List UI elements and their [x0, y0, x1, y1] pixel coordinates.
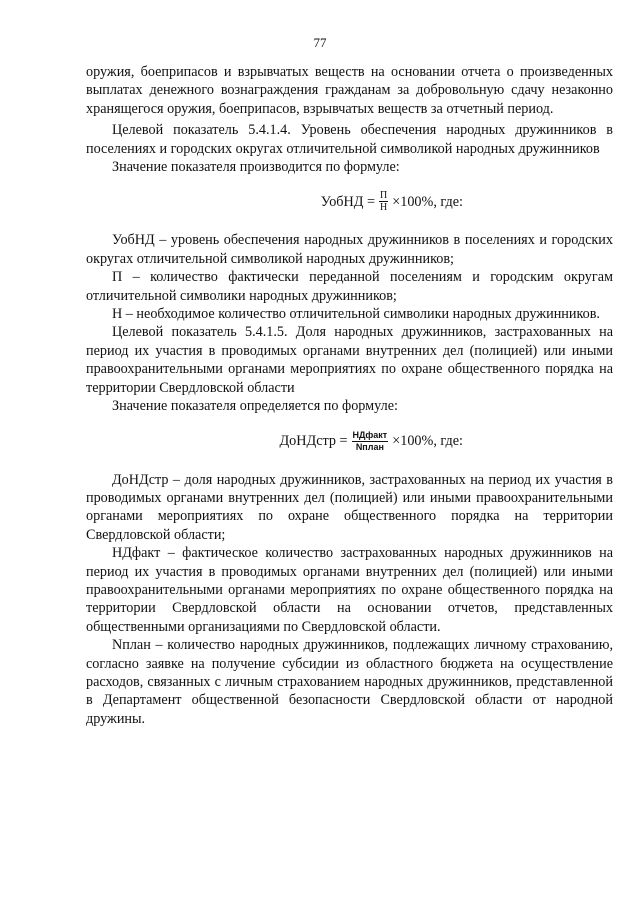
definition-p: П – количество фактически переданной поселениям и городским округам отличительной символики народных дружинников;	[86, 269, 613, 304]
definition-dondstr: ДоНДстр – доля народных дружинников, застрахованных на период их участия в проводимых органами внутренних дел (полицией) или иными правоохранительными органами мероприятиях по охране общественного порядка на территории Свердловской области;	[86, 471, 613, 543]
paragraph-indicator-5-4-1-5: Целевой показатель 5.4.1.5. Доля народных дружинников, застрахованных на период их участия в проводимых органами внутренних дел (полицией) или иными правоохранительными органами мероприятиях по охране общественного порядка на территории Свердловской области	[86, 324, 613, 396]
formula-uobnd-fraction	[379, 190, 388, 213]
document-body	[86, 63, 613, 728]
paragraph-indicator-5-4-1-4: Целевой показатель 5.4.1.4. Уровень обеспечения народных дружинников в поселениях и городских округах отличительной символикой народных дружинников	[86, 122, 613, 157]
page-number: 77	[313, 35, 327, 50]
formula-uobnd-lhs: УобНД =	[320, 193, 375, 210]
formula-uobnd-denominator: Н	[380, 202, 388, 214]
paragraph-continued: оружия, боеприпасов и взрывчатых веществ на основании отчета о произведенных выплатах денежного вознаграждения гражданам за добровольную сдачу незаконно хранящегося оружия, боеприпасов, взрывчатых веществ за отчетный период.	[86, 64, 613, 117]
formula-dondstr-fraction	[352, 430, 389, 453]
definition-n: Н – необходимое количество отличительной символики народных дружинников.	[112, 306, 600, 323]
formula-dondstr-denominator: Nплан	[355, 441, 384, 452]
definition-ndfakt: НДфакт – фактическое количество застрахованных народных дружинников на период их участия в проводимых органами внутренних дел (полицией) или иными правоохранительными органами мероприятиях по охране общественного порядка на территории Свердловской области на основании отчетов, представленных общественными организациями по Свердловской области.	[86, 545, 613, 635]
formula-uobnd-rhs: ×100%, где:	[392, 193, 463, 210]
formula-dondstr-numerator: НДфакт	[352, 429, 388, 440]
formula-dondstr-lhs: ДоНДстр =	[279, 432, 348, 449]
formula-uobnd-numerator: П	[380, 190, 388, 202]
formula-uobnd	[86, 190, 613, 213]
formula-dondstr-rhs: ×100%, где:	[392, 432, 463, 449]
formula-dondstr	[86, 430, 613, 453]
definition-uobnd: УобНД – уровень обеспечения народных дружинников в поселениях и городских округах отличительной символикой народных дружинников;	[86, 232, 613, 267]
paragraph-formula-intro-2: Значение показателя определяется по формуле:	[112, 398, 398, 415]
definition-nplan: Nплан – количество народных дружинников, подлежащих личному страхованию, согласно заявке на получение субсидии из областного бюджета на осуществление расходов, связанных с личным страхованием народных дружинников, представленной в Департамент общественной безопасности Свердловской области от народной дружины.	[86, 637, 613, 727]
paragraph-formula-intro-1: Значение показателя производится по формуле:	[112, 159, 400, 176]
